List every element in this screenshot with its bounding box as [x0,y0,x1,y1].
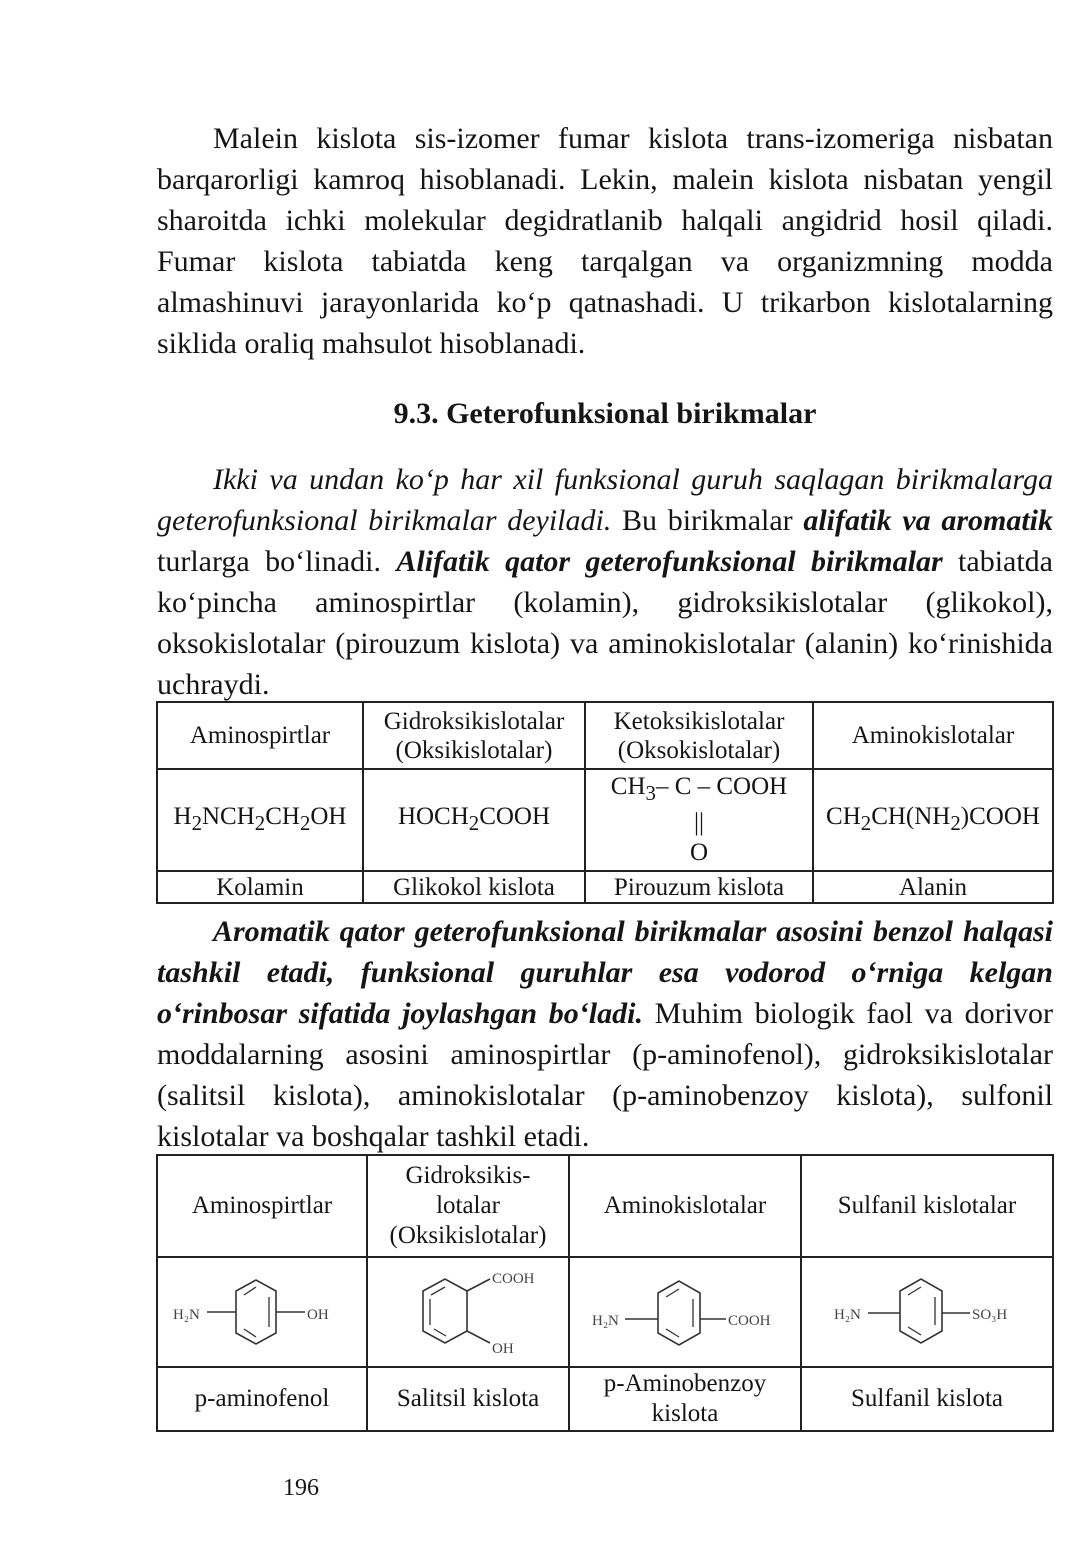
formula-line [590,772,808,808]
benzene-ring [236,1280,276,1344]
amino-group-label: H₂N [834,1307,861,1323]
emphasis-aromatic: Aromatik qator geterofunksional birikmalar asosini benzol halqasi tashkil etadi, funksional guruhlar esa vodorod o‘rniga kelgan o‘rinbosar sifatida joylashgan bo‘ladi. [157,915,1053,1030]
name-kolamin: Kolamin [157,871,363,903]
emphasis-types: alifatik va aromatik [803,504,1053,537]
header-line: Ketoksikislotalar [613,707,785,735]
formula-sub: 2 [468,811,480,835]
formula-part: CH [610,773,646,800]
text-segment: Muhim biologik faol va dorivor moddalarning asosini aminospirtlar (p-aminofenol), gidroksikislotalar (salitsil kislota), aminokislotalar (p-aminobenzoy kislota), sulfonil kislotalar va boshqalar tashkil etadi. [157,997,1053,1153]
header-gidroksikislotalar [367,1155,569,1257]
benzene-ring [658,1281,700,1345]
header-sulfanil: Sulfanil kislotalar [801,1155,1053,1257]
sulfo-group-label: SO₃H [972,1307,1008,1323]
carboxyl-group-label: COOH [492,1270,535,1287]
formula-glikokol [363,769,585,871]
formula-sub: 2 [254,811,266,835]
header-line: lotalar [436,1192,500,1219]
paragraph-definition [157,459,1053,705]
formula-sub: 3 [645,781,656,805]
aminobenzoy-structure [580,1267,790,1357]
carboxyl-group-label: COOH [728,1313,771,1329]
header-aminospirtlar: Aminospirtlar [157,702,363,769]
formula-part: CH [826,803,861,830]
double-bond: || [693,809,704,836]
aromatic-table [156,1154,1054,1432]
header-aminospirtlar: Aminospirtlar [157,1155,367,1257]
formula-oxygen: O [689,839,709,866]
text-segment: tabiatda ko‘pincha aminospirtlar (kolamin), gidroksikislotalar (glikokol), oksokislotalar (pirouzum kislota) va aminokislotalar (alanin) ko‘rinishida uchraydi. [157,545,1053,701]
name-sulfanil: Sulfanil kislota [801,1367,1053,1431]
emphasis-aliphatic: Alifatik qator geterofunksional birikmalar [396,545,943,578]
amino-group-label: H₂N [173,1307,200,1323]
name-pirouzum: Pirouzum kislota [585,871,813,903]
name-line: p-Aminobenzoy [603,1370,767,1397]
formula-part: CH [265,803,300,830]
paragraph-aromatic [157,911,1053,1157]
header-line: Gidroksikislotalar [383,707,565,735]
header-gidroksikislotalar [363,702,585,769]
hydroxyl-group-label: OH [492,1340,514,1357]
section-heading: 9.3. Geterofunksional birikmalar [393,397,817,430]
formula-part: – C – COOH [655,773,788,800]
text-segment: Bu birikmalar [611,504,804,537]
definition-italic: Ikki va undan ko‘p har xil funksional guruh saqlagan birikmalarga geterofunksional birikmalar deyiladi. [157,463,1053,537]
name-aminofenol: p-aminofenol [157,1367,367,1431]
formula-sub: 2 [299,811,311,835]
salitsil-structure [378,1265,558,1360]
header-ketoksikislotalar [585,702,813,769]
aminofenol-structure [167,1267,357,1357]
structure-sulfanil [801,1257,1053,1367]
formula-sub: 2 [950,811,961,835]
header-line: (Oksokislotalar) [617,736,781,764]
name-glikokol: Glikokol kislota [363,871,585,903]
page-number: 196 [283,1475,319,1501]
formula-kolamin [157,769,363,871]
header-line: Gidroksikis- [405,1162,531,1189]
aliphatic-table [156,701,1054,904]
formula-part: CH(NH [871,803,951,830]
name-salitsil: Salitsil kislota [367,1367,569,1431]
name-alanin: Alanin [813,871,1053,903]
formula-sub: 2 [860,811,872,835]
formula-alanin [813,769,1053,871]
formula-part: H [173,803,192,830]
header-aminokislotalar: Aminokislotalar [813,702,1053,769]
paragraph-maleic: Malein kislota sis-izomer fumar kislota trans-izomeriga nisbatan barqarorligi kamroq hisoblanadi. Lekin, malein kislota nisbatan yengil sharoitda ichki molekular degidratlanib halqali angidrid hosil qiladi. Fumar kislota tabiatda keng tarqalgan va organizmning modda almashinuvi jarayonlarida ko‘p qatnashadi. U trikarbon kislotalarning siklida oraliq mahsulot hisoblanadi. [157,122,1053,360]
formula-part: HOCH [397,803,469,830]
hydroxyl-group-label: OH [307,1307,329,1323]
amino-group-label: H₂N [592,1313,619,1329]
header-aminokislotalar: Aminokislotalar [569,1155,801,1257]
benzene-ring [900,1279,942,1343]
formula-pirouzum [585,769,813,871]
structure-aminofenol [157,1257,367,1367]
text-segment: turlarga bo‘linadi. [157,545,397,578]
formula-part: )COOH [960,803,1040,830]
header-line: (Oksikislotalar) [389,1222,547,1249]
structure-aminobenzoy [569,1257,801,1367]
name-aminobenzoy [569,1367,801,1431]
formula-part: COOH [479,803,551,830]
header-line: (Oksikislotalar) [395,736,553,764]
structure-salitsil [367,1257,569,1367]
formula-part: NCH [202,803,255,830]
name-line: kislota [651,1400,719,1427]
sulfanil-structure [822,1267,1032,1357]
formula-sub: 2 [191,811,202,835]
formula-part: OH [310,803,347,830]
